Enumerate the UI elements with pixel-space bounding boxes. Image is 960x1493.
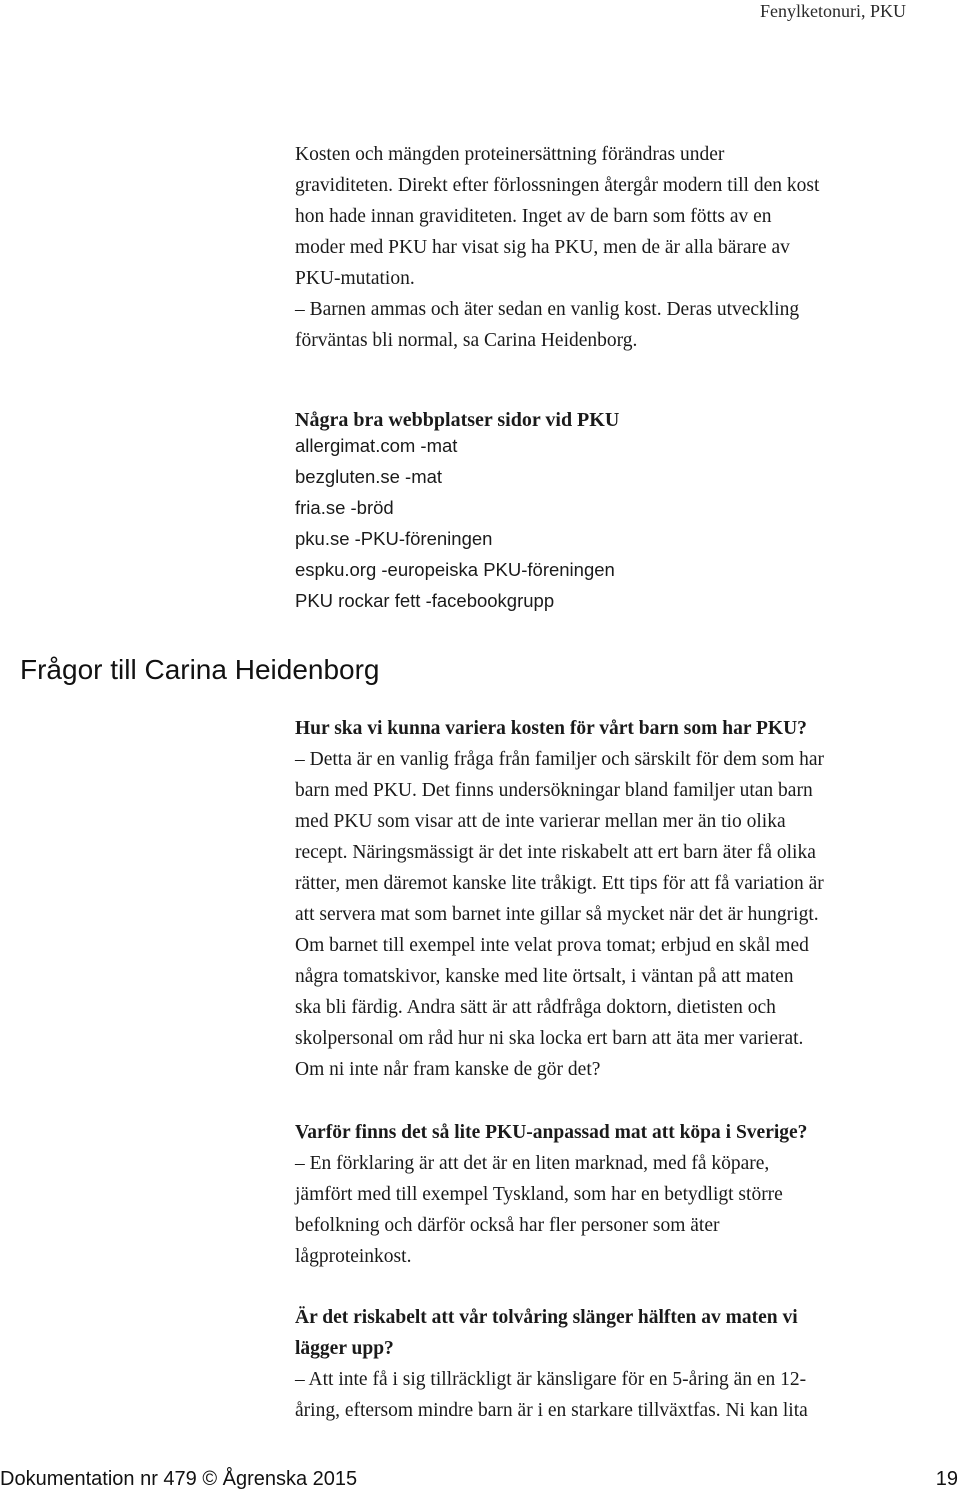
answer-line: befolkning och därför också har fler personer som äter [295, 1215, 720, 1236]
answer-line: Om ni inte når fram kanske de gör det? [295, 1059, 601, 1080]
answer-line: barn med PKU. Det finns undersökningar bland familjer utan barn [295, 780, 813, 801]
page-number: 19 [935, 1468, 958, 1490]
page-footer [0, 1466, 960, 1492]
footer-publication: Dokumentation nr 479 © Ågrenska 2015 [0, 1468, 358, 1490]
intro-paragraph [295, 139, 935, 356]
answer-line: – En förklaring är att det är en liten marknad, med få köpare, [295, 1153, 770, 1174]
answer-line: med PKU som visar att de inte varierar mellan mer än tio olika [295, 811, 786, 832]
text-line: moder med PKU har visat sig ha PKU, men de är alla bärare av [295, 237, 790, 258]
question: lägger upp? [295, 1338, 394, 1359]
text-line: hon hade innan graviditeten. Inget av de barn som fötts av en [295, 206, 772, 227]
answer-line: – Detta är en vanlig fråga från familjer och särskilt för dem som har [295, 749, 825, 770]
website-item: allergimat.com -mat [295, 435, 458, 456]
answer-line: recept. Näringsmässigt är det inte riskabelt att ert barn äter få olika [295, 842, 816, 863]
website-item: fria.se -bröd [295, 497, 394, 518]
answer-line: lågproteinkost. [295, 1246, 412, 1267]
website-list-heading: Några bra webbplatser sidor vid PKU [295, 409, 620, 431]
website-list [295, 405, 935, 616]
question: Hur ska vi kunna variera kosten för vårt barn som har PKU? [295, 718, 807, 739]
answer-line: åring, eftersom mindre barn är i en starkare tillväxtfas. Ni kan lita [295, 1400, 808, 1421]
text-line: graviditeten. Direkt efter förlossningen återgår modern till den kost [295, 175, 820, 196]
text-line: Kosten och mängden proteinersättning förändras under [295, 144, 725, 165]
qa-block [295, 713, 935, 1085]
section-title: Frågor till Carina Heidenborg [20, 654, 380, 685]
qa-block [295, 1117, 935, 1272]
website-items [295, 430, 935, 616]
website-item: bezgluten.se -mat [295, 466, 443, 487]
answer-line: rätter, men däremot kanske lite tråkigt. Ett tips för att få variation är [295, 873, 824, 894]
answer-line: Om barnet till exempel inte velat prova tomat; erbjud en skål med [295, 935, 809, 956]
answer-line: jämfört med till exempel Tyskland, som har en betydligt större [295, 1184, 783, 1205]
question: Är det riskabelt att vår tolvåring slänger hälften av maten vi [295, 1307, 798, 1328]
question: Varför finns det så lite PKU-anpassad mat att köpa i Sverige? [295, 1122, 808, 1143]
answer-line: att servera mat som barnet inte gillar så mycket när det är hungrigt. [295, 904, 819, 925]
qa-block [295, 1302, 935, 1426]
text-line: – Barnen ammas och äter sedan en vanlig kost. Deras utveckling [295, 299, 800, 320]
answer-line: skolpersonal om råd hur ni ska locka ert barn att äta mer varierat. [295, 1028, 804, 1049]
answer-line: några tomatskivor, kanske med lite örtsalt, i väntan på att maten [295, 966, 794, 987]
text-line: förväntas bli normal, sa Carina Heidenborg. [295, 330, 638, 351]
answer-line: ska bli färdig. Andra sätt är att rådfråga doktorn, dietisten och [295, 997, 776, 1018]
website-item: PKU rockar fett -facebookgrupp [295, 590, 555, 611]
running-header: Fenylketonuri, PKU [760, 1, 906, 21]
website-item: pku.se -PKU-föreningen [295, 528, 493, 549]
answer-line: – Att inte få i sig tillräckligt är känsligare för en 5-åring än en 12- [295, 1369, 807, 1390]
website-item: espku.org -europeiska PKU-föreningen [295, 559, 615, 580]
text-line: PKU-mutation. [295, 268, 415, 289]
